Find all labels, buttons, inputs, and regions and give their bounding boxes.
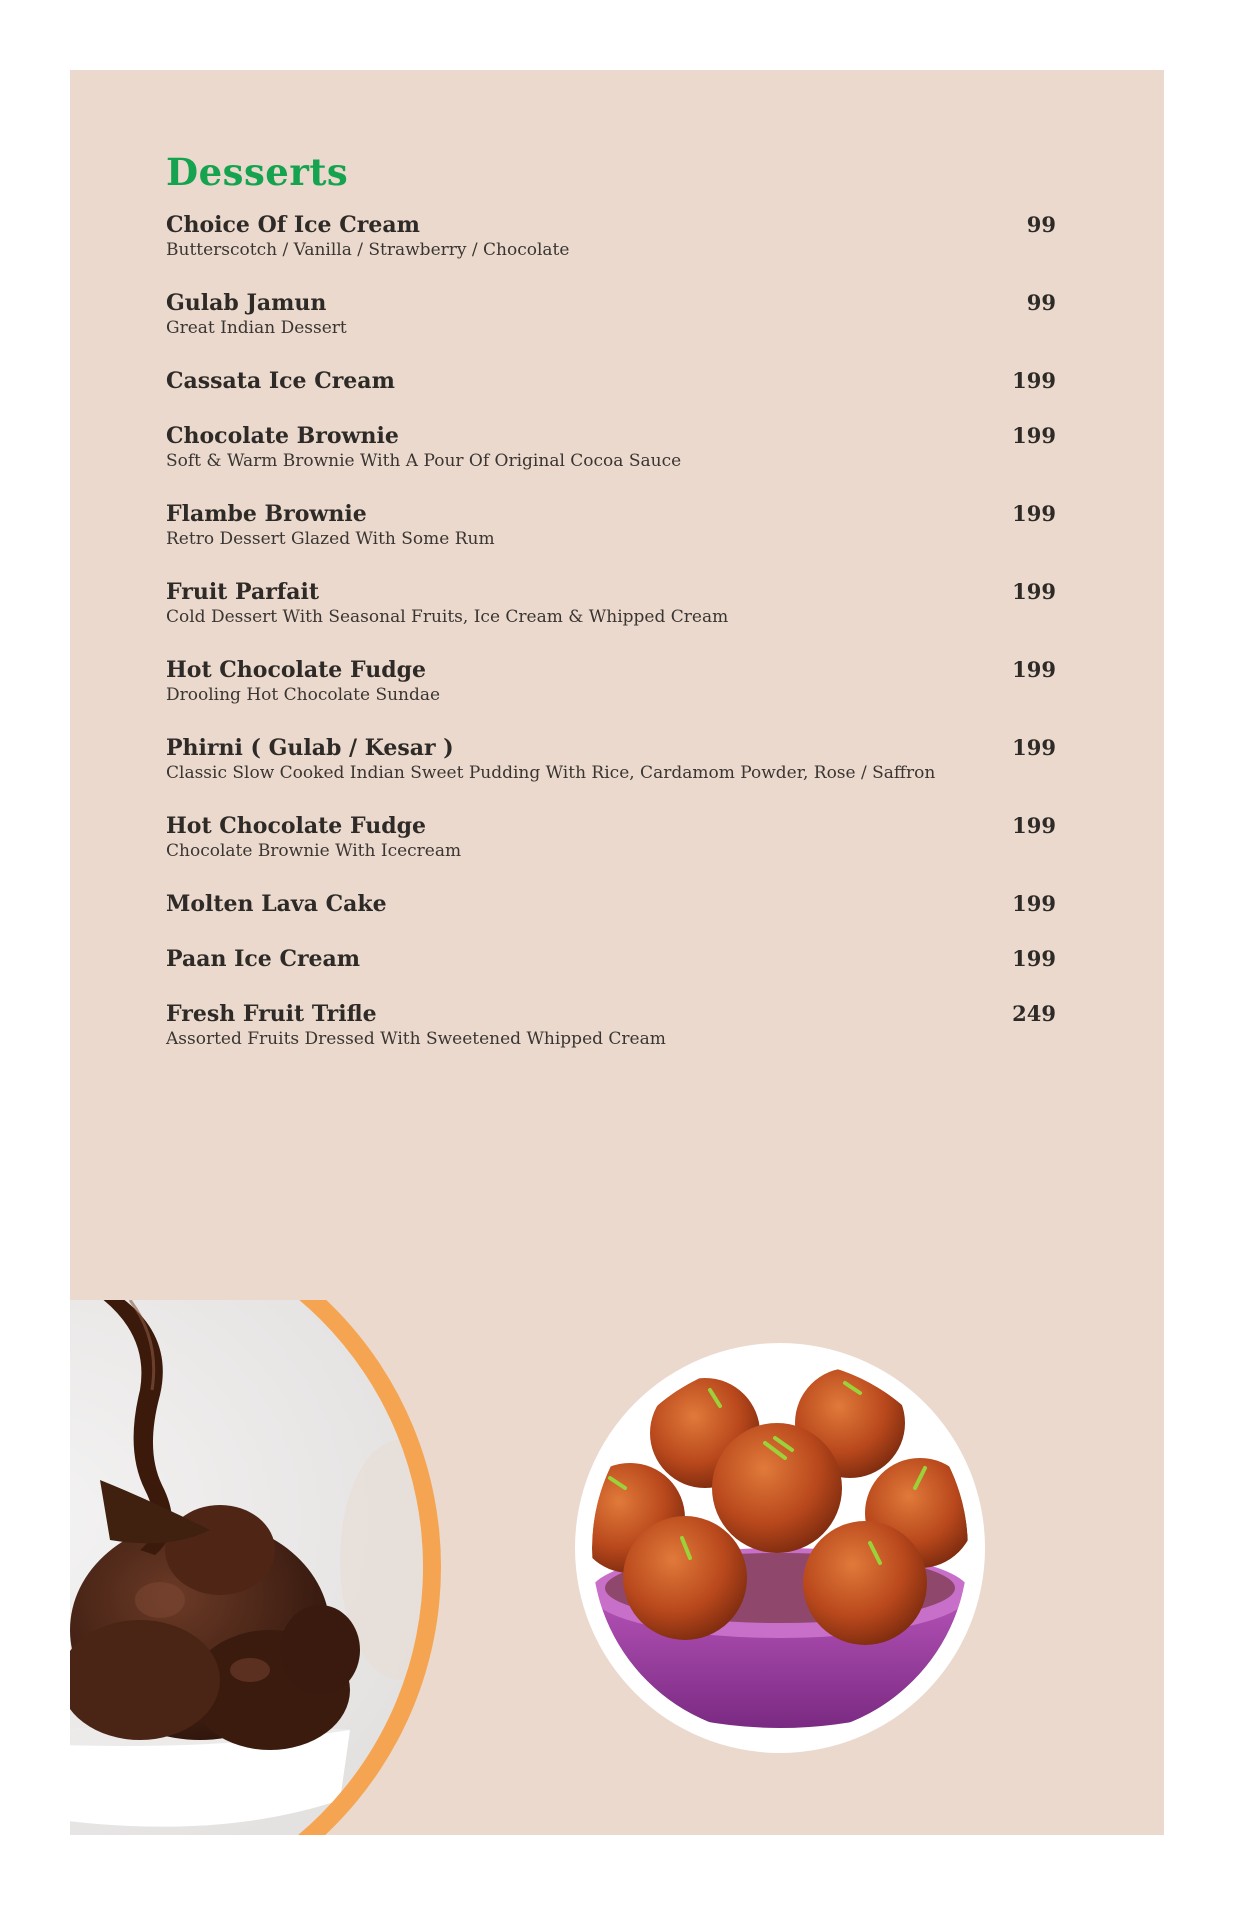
menu-item-description: Retro Dessert Glazed With Some Rum xyxy=(166,529,495,549)
menu-item-name: Choice Of Ice Cream xyxy=(166,212,420,238)
menu-item-price: 199 xyxy=(1012,946,1056,971)
menu-item-price: 199 xyxy=(1012,579,1056,604)
menu-item-name: Hot Chocolate Fudge xyxy=(166,813,426,839)
menu-item xyxy=(166,501,1056,579)
menu-item-name: Cassata Ice Cream xyxy=(166,368,395,394)
menu-item-row xyxy=(166,657,1056,684)
menu-item xyxy=(166,735,1056,813)
menu-item-price: 199 xyxy=(1012,423,1056,448)
menu-item-price: 199 xyxy=(1012,891,1056,916)
menu-item-price: 99 xyxy=(1026,290,1056,315)
menu-item-name: Fresh Fruit Trifle xyxy=(166,1001,377,1027)
menu-item-row xyxy=(166,946,1056,973)
menu-item-name: Molten Lava Cake xyxy=(166,891,387,917)
menu-item-price: 249 xyxy=(1012,1001,1056,1026)
menu-item-description: Great Indian Dessert xyxy=(166,318,347,338)
menu-item xyxy=(166,946,1056,1001)
menu-item-description: Assorted Fruits Dressed With Sweetened Whipped Cream xyxy=(166,1029,666,1049)
menu-item xyxy=(166,290,1056,368)
gulab-jamun-image xyxy=(570,1338,990,1758)
menu-item-name: Flambe Brownie xyxy=(166,501,367,527)
menu-item-row xyxy=(166,579,1056,606)
menu-item-name: Paan Ice Cream xyxy=(166,946,361,972)
menu-item-price: 199 xyxy=(1012,657,1056,682)
menu-item xyxy=(166,212,1056,290)
menu-item-description: Drooling Hot Chocolate Sundae xyxy=(166,685,441,705)
menu-item-name: Gulab Jamun xyxy=(166,290,327,316)
menu-item xyxy=(166,579,1056,657)
menu-item-price: 199 xyxy=(1012,813,1056,838)
menu-item-description: Cold Dessert With Seasonal Fruits, Ice Cream & Whipped Cream xyxy=(166,607,729,627)
menu-item xyxy=(166,657,1056,735)
menu-item-price: 99 xyxy=(1026,212,1056,237)
menu-item-row xyxy=(166,1001,1056,1028)
menu-item xyxy=(166,1001,1056,1079)
menu-item-name: Fruit Parfait xyxy=(166,579,320,605)
menu-item-row xyxy=(166,735,1056,762)
menu-item xyxy=(166,891,1056,946)
menu-item-name: Hot Chocolate Fudge xyxy=(166,657,426,683)
menu-item-description: Butterscotch / Vanilla / Strawberry / Chocolate xyxy=(166,240,570,260)
menu-list xyxy=(166,212,1056,1079)
menu-item-price: 199 xyxy=(1012,501,1056,526)
menu-item-row xyxy=(166,212,1056,239)
menu-item-row xyxy=(166,501,1056,528)
menu-item-row xyxy=(166,813,1056,840)
menu-item-row xyxy=(166,368,1056,395)
menu-item-row xyxy=(166,423,1056,450)
menu-item-description: Classic Slow Cooked Indian Sweet Pudding With Rice, Cardamom Powder, Rose / Saffron xyxy=(166,763,936,783)
menu-item-description: Chocolate Brownie With Icecream xyxy=(166,841,462,861)
menu-item-name: Phirni ( Gulab / Kesar ) xyxy=(166,735,454,761)
menu-item-description: Soft & Warm Brownie With A Pour Of Original Cocoa Sauce xyxy=(166,451,682,471)
menu-item xyxy=(166,423,1056,501)
chocolate-dessert-image xyxy=(70,1300,470,1835)
menu-item-price: 199 xyxy=(1012,368,1056,393)
menu-item-name: Chocolate Brownie xyxy=(166,423,399,449)
section-title: Desserts xyxy=(166,150,349,194)
menu-item-row xyxy=(166,290,1056,317)
menu-item xyxy=(166,368,1056,423)
menu-page xyxy=(70,70,1164,1835)
menu-item-row xyxy=(166,891,1056,918)
menu-item xyxy=(166,813,1056,891)
menu-item-price: 199 xyxy=(1012,735,1056,760)
